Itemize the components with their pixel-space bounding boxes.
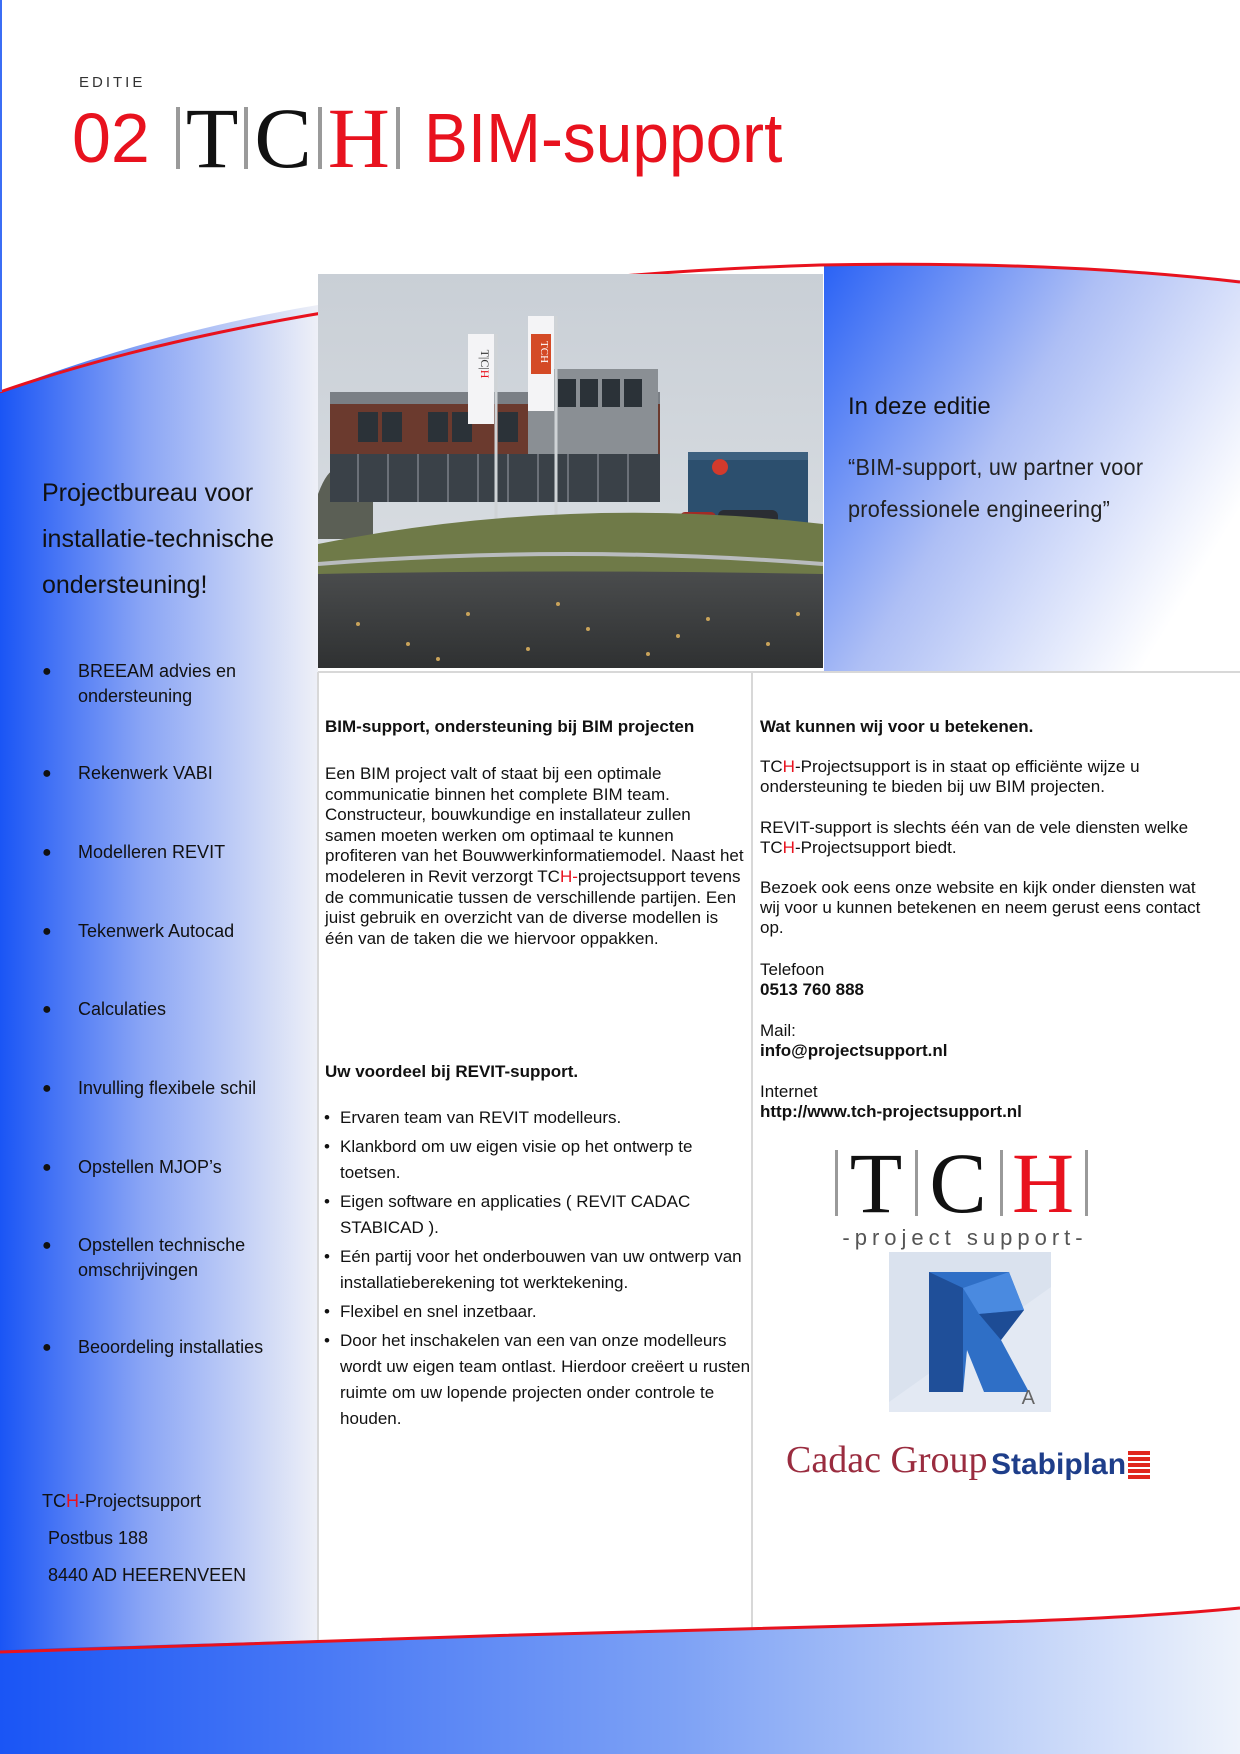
paragraph: Bezoek ook eens onze website en kijk onder diensten wat wij voor u kunnen betekenen en neem gerust eens contact op. xyxy=(760,878,1201,937)
benefits-list xyxy=(322,1105,752,1435)
website-link[interactable]: http://www.tch-projectsupport.nl xyxy=(760,1102,1022,1121)
service-item: ● Tekenwerk Autocad xyxy=(42,921,235,941)
brand-letter-h: H xyxy=(327,90,390,186)
flag-text: TCH xyxy=(538,340,550,364)
service-item: ● BREEAM advies en ondersteuning xyxy=(42,661,237,706)
list-item: • Eigen software en applicaties ( REVIT CADAC STABICAD ). xyxy=(324,1192,691,1237)
service-item: ● Beoordeling installaties xyxy=(42,1337,264,1357)
logo-divider xyxy=(318,107,322,169)
city: 8440 AD HEERENVEEN xyxy=(48,1565,247,1585)
tagline-line: Projectbureau voor xyxy=(42,479,254,507)
stabiplan-icon xyxy=(1128,1451,1150,1479)
logo-divider xyxy=(176,107,180,169)
section-heading: BIM-support, ondersteuning bij BIM projecten xyxy=(325,717,695,736)
tagline xyxy=(42,470,312,608)
tagline-line: installatie-technische xyxy=(42,525,275,553)
service-item: ● Invulling flexibele schil xyxy=(42,1078,257,1098)
inside-quote: “BIM-support, uw partner voor professionele engineering” xyxy=(848,454,1144,522)
service-item: ● Opstellen MJOP’s xyxy=(42,1157,222,1177)
revit-logo xyxy=(889,1252,1051,1412)
email-link[interactable]: info@projectsupport.nl xyxy=(760,1041,948,1060)
list-item: • Flexibel en snel inzetbaar. xyxy=(324,1302,537,1321)
paragraph: TCH-Projectsupport is in staat op efficiënte wijze u ondersteuning te bieden bij uw BIM projecten. xyxy=(760,757,1140,796)
cadac-group-logo: Cadac Group xyxy=(786,1439,988,1481)
phone-number[interactable]: 0513 760 888 xyxy=(760,980,864,999)
tagline-line: ondersteuning! xyxy=(42,571,208,599)
intro-paragraph: Een BIM project valt of staat bij een optimale communicatie binnen het complete BIM team. Constructeur, bouwkundige en installateur zullen samen moeten werken om optimaal te kunnen profiteren van het Bouwwerkinformatiemodel. Naast het modeleren in Revit verzorgt TCH-projectsupport tevens de communicatie tussen de verschillende partijen. Een juist gebruik en overzicht van de diverse modellen is één van de taken die we hiervoor oppakken. xyxy=(325,764,744,948)
office-building-photo xyxy=(318,274,823,668)
stabiplan-logo: Stabiplan xyxy=(991,1448,1150,1482)
svg-text:H: H xyxy=(1011,1140,1075,1231)
section-heading: Uw voordeel bij REVIT-support. xyxy=(325,1062,579,1081)
flag-text: T|C|H xyxy=(478,349,492,379)
logo-divider xyxy=(244,107,248,169)
service-item: ● Modelleren REVIT xyxy=(42,842,226,862)
paragraph: REVIT-support is slechts één van de vele diensten welke TCH-Projectsupport biedt. xyxy=(760,818,1189,857)
svg-text:A: A xyxy=(1021,1387,1035,1409)
section-heading: Wat kunnen wij voor u betekenen. xyxy=(760,717,1034,736)
svg-text:C: C xyxy=(929,1140,987,1231)
issue-number: 02 xyxy=(72,99,150,177)
inside-heading: In deze editie xyxy=(848,393,991,420)
service-item: ● Rekenwerk VABI xyxy=(42,763,213,783)
company-name: TCH-Projectsupport xyxy=(42,1491,202,1511)
list-item: • Klankbord om uw eigen visie op het ontwerp te toetsen. xyxy=(324,1137,693,1182)
internet-label: Internet xyxy=(760,1082,818,1101)
tch-logo xyxy=(830,1140,1100,1255)
headline xyxy=(72,90,805,186)
list-item: • Eén partij voor het onderbouwen van uw ontwerp van installatieberekening tot werktekening. xyxy=(324,1247,742,1292)
mail-label: Mail: xyxy=(760,1021,796,1040)
logo-divider xyxy=(396,107,400,169)
edition-label: EDITIE xyxy=(79,74,146,91)
list-item: • Door het inschakelen van een van onze modelleurs wordt uw eigen team ontlast. Hierdoor creëert u rusten ruimte om uw lopende projecten onder controle te houden. xyxy=(324,1331,751,1428)
svg-text:-project support-: -project support- xyxy=(842,1225,1088,1250)
service-item: ● Opstellen technische omschrijvingen xyxy=(42,1235,246,1280)
list-item: • Ervaren team van REVIT modelleurs. xyxy=(324,1108,622,1127)
brand-letter-c: C xyxy=(254,90,312,186)
service-item: ● Calculaties xyxy=(42,999,167,1019)
brand-letter-t: T xyxy=(185,90,239,186)
address-block xyxy=(42,1483,246,1594)
postbus: Postbus 188 xyxy=(48,1528,149,1548)
svg-text:T: T xyxy=(849,1140,903,1231)
page-title: BIM-support xyxy=(423,99,783,177)
phone-label: Telefoon xyxy=(760,960,825,979)
